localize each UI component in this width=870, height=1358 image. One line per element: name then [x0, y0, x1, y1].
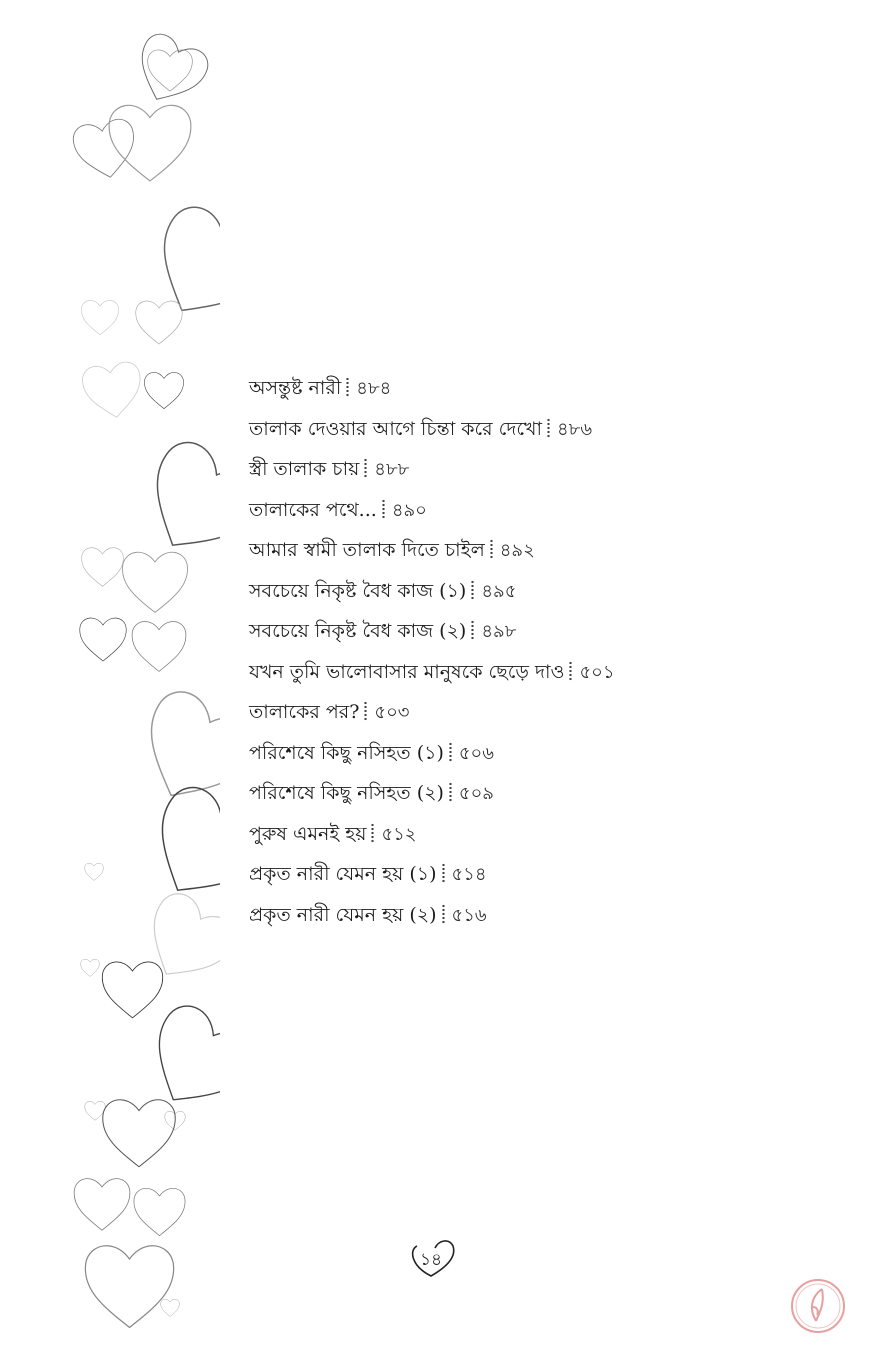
toc-entry: [249, 775, 809, 816]
page-number: ১৪: [419, 1250, 443, 1270]
toc-entry-title: সবচেয়ে নিকৃষ্ট বৈধ কাজ (১): [249, 579, 467, 602]
heart-outline-icon: [144, 373, 183, 409]
table-of-contents: [249, 370, 809, 937]
heart-outline-icon: [82, 548, 124, 587]
dotted-separator: [449, 782, 452, 802]
toc-entry-title: আমার স্বামী তালাক দিতে চাইল: [249, 539, 485, 561]
heart-outline-icon: [103, 1100, 175, 1167]
heart-outline-icon: [136, 301, 182, 344]
toc-entry-page: ৫১২: [381, 823, 417, 845]
dotted-separator: [364, 701, 367, 721]
dotted-separator: [449, 742, 452, 762]
dotted-separator: [382, 499, 385, 519]
toc-entry-page: ৫০৬: [458, 742, 494, 764]
toc-entry-title: সবচেয়ে নিকৃষ্ট বৈধ কাজ (২): [249, 620, 467, 642]
toc-entry-title: পরিশেষে কিছু নসিহত (১): [249, 741, 444, 764]
toc-entry-page: ৪৯০: [391, 499, 427, 521]
heart-outline-icon: [148, 50, 193, 91]
toc-entry-page: ৫০১: [579, 661, 615, 683]
dotted-separator: [442, 863, 445, 883]
heart-outline-icon: [109, 105, 191, 181]
toc-entry: [249, 411, 809, 452]
toc-entry-page: ৪৮৪: [356, 378, 392, 399]
toc-entry: [249, 816, 809, 857]
toc-entry-page: ৪৯২: [499, 540, 535, 561]
toc-entry-title: তালাকের পর?: [249, 701, 360, 723]
heart-outline-icon: [132, 621, 186, 671]
heart-outline-icon: [126, 29, 213, 113]
toc-entry: [249, 694, 809, 735]
toc-entry-title: স্ত্রী তালাক চায়: [249, 458, 360, 480]
heart-outline-icon: [122, 552, 187, 612]
toc-entry-page: ৪৮৮: [374, 459, 410, 480]
toc-entry-title: পরিশেষে কিছু নসিহত (২): [249, 782, 444, 804]
quill-logo-icon: [789, 1277, 847, 1335]
toc-entry: [249, 451, 809, 492]
heart-outline-icon: [161, 1299, 180, 1316]
dotted-separator: [569, 661, 572, 681]
heart-outline-icon: [74, 1179, 130, 1231]
heart-outline-icon: [85, 863, 104, 880]
toc-entry-title: তালাকের পথে...: [249, 498, 377, 521]
heart-outline-icon: [132, 778, 220, 918]
dotted-separator: [346, 377, 349, 397]
toc-entry: [249, 613, 809, 654]
toc-entry: [249, 532, 809, 573]
toc-entry-page: ৫১৪: [451, 864, 487, 885]
toc-entry-page: ৪৯৫: [481, 580, 517, 602]
heart-outline-icon: [131, 886, 220, 996]
heart-outline-icon: [132, 997, 220, 1125]
heart-outline-icon: [102, 962, 162, 1018]
dotted-separator: [371, 823, 374, 843]
heart-outline-icon: [80, 618, 126, 661]
heart-outline-icon: [85, 1246, 173, 1328]
dotted-separator: [547, 418, 550, 438]
toc-entry-title: প্রকৃত নারী যেমন হয় (১): [249, 863, 437, 885]
toc-entry: [249, 897, 809, 938]
heart-outline-icon: [85, 1101, 105, 1120]
hearts-decoration: [0, 0, 220, 1358]
heart-outline-icon: [71, 117, 140, 183]
toc-entry-page: ৫১৬: [451, 904, 487, 926]
dotted-separator: [364, 458, 367, 478]
toc-entry: [249, 492, 809, 533]
toc-entry-page: ৫০৯: [458, 783, 494, 804]
dotted-separator: [490, 539, 493, 559]
toc-entry: [249, 573, 809, 614]
toc-entry: [249, 856, 809, 897]
dotted-separator: [471, 580, 474, 600]
heart-outline-icon: [81, 360, 145, 421]
toc-entry: [249, 370, 809, 411]
toc-entry-title: তালাক দেওয়ার আগে চিন্তা করে দেখো: [249, 417, 542, 440]
dotted-separator: [442, 904, 445, 924]
toc-entry-title: অসন্তুষ্ট নারী: [249, 377, 342, 399]
heart-outline-icon: [136, 198, 220, 337]
heart-outline-icon: [81, 300, 118, 334]
heart-outline-icon: [134, 1188, 185, 1235]
page-folio: [405, 1236, 465, 1284]
toc-entry-page: ৪৮৬: [557, 418, 593, 440]
toc-entry-title: যখন তুমি ভালোবাসার মানুষকে ছেড়ে দাও: [249, 660, 565, 683]
toc-entry-title: প্রকৃত নারী যেমন হয় (২): [249, 903, 437, 926]
toc-entry-title: পুরুষ এমনই হয়: [249, 822, 367, 845]
heart-outline-icon: [81, 959, 100, 976]
toc-entry: [249, 654, 809, 695]
toc-entry-page: ৫০৩: [374, 702, 410, 723]
toc-entry-page: ৪৯৮: [481, 621, 517, 642]
toc-entry: [249, 735, 809, 776]
dotted-separator: [471, 620, 474, 640]
